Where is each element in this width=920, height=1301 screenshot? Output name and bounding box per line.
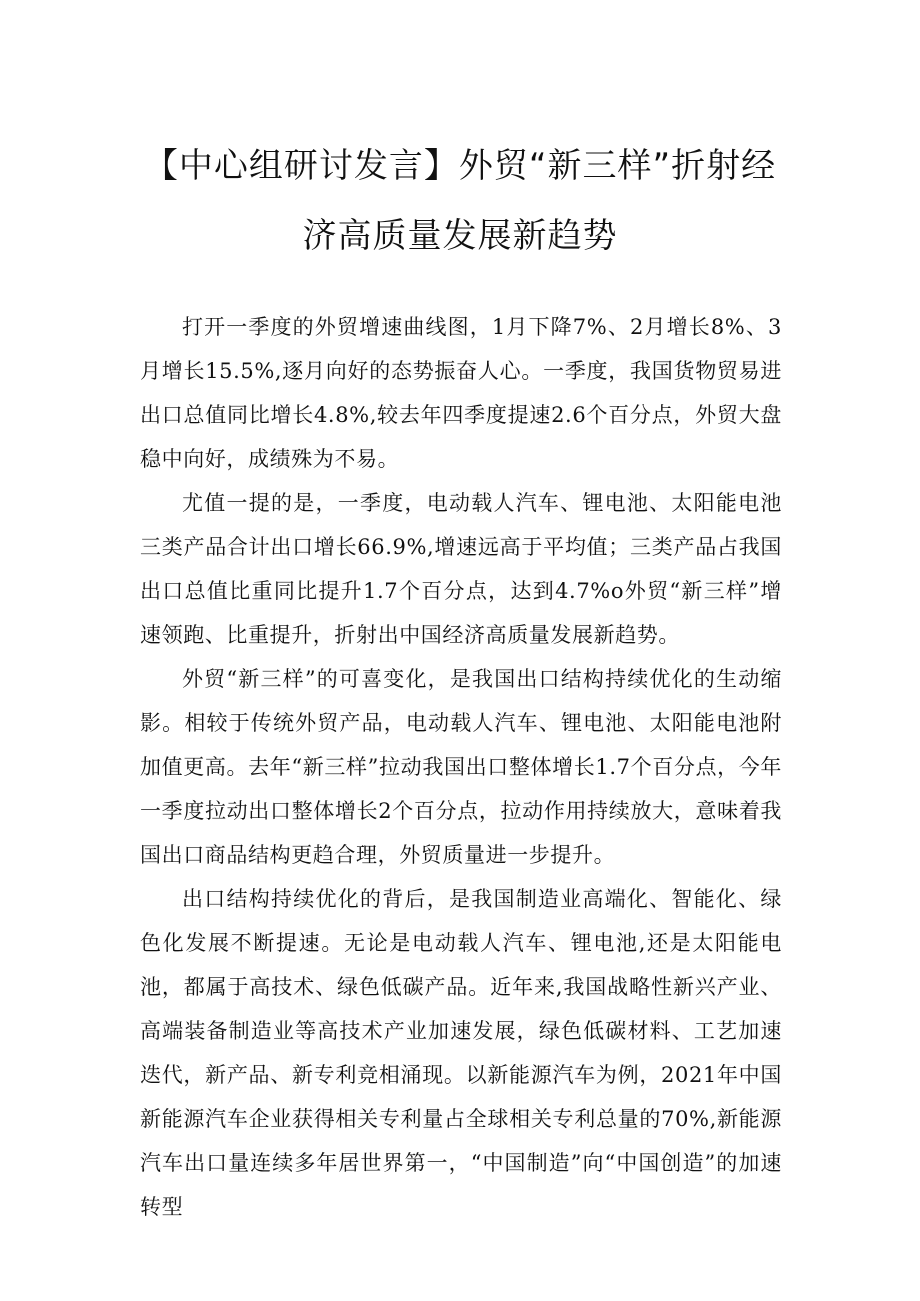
document-body xyxy=(140,305,782,1229)
document-title-line-2: 济高质量发展新趋势 xyxy=(302,216,618,256)
paragraph: 出口结构持续优化的背后，是我国制造业高端化、智能化、绿色化发展不断提速。无论是电动载人汽车、锂电池,还是太阳能电池，都属于高技术、绿色低碳产品。近年来,我国战略性新兴产业、高端装备制造业等高技术产业加速发展，绿色低碳材料、工艺加速迭代，新产品、新专利竞相涌现。以新能源汽车为例，2021年中国新能源汽车企业获得相关专利量占全球相关专利总量的70%,新能源汽车出口量连续多年居世界第一，“中国制造”向“中国创造”的加速转型 xyxy=(140,887,782,1219)
paragraph: 尤值一提的是，一季度，电动载人汽车、锂电池、太阳能电池三类产品合计出口增长66.9%,增速远高于平均值；三类产品占我国出口总值比重同比提升1.7个百分点，达到4.7%o外贸“新三样”增速领跑、比重提升，折射出中国经济高质量发展新趋势。 xyxy=(140,491,782,647)
paragraph: 打开一季度的外贸增速曲线图，1月下降7%、2月增长8%、3月增长15.5%,逐月向好的态势振奋人心。一季度，我国货物贸易进出口总值同比增长4.8%,较去年四季度提速2.6个百分点，外贸大盘稳中向好，成绩殊为不易。 xyxy=(140,315,782,471)
paragraph: 外贸“新三样”的可喜变化，是我国出口结构持续优化的生动缩影。相较于传统外贸产品，电动载人汽车、锂电池、太阳能电池附加值更高。去年“新三样”拉动我国出口整体增长1.7个百分点，今年一季度拉动出口整体增长2个百分点，拉动作用持续放大，意味着我国出口商品结构更趋合理，外贸质量进一步提升。 xyxy=(140,667,782,867)
document-title-line-1: 【中心组研讨发言】外贸“新三样”折射经 xyxy=(143,146,777,186)
